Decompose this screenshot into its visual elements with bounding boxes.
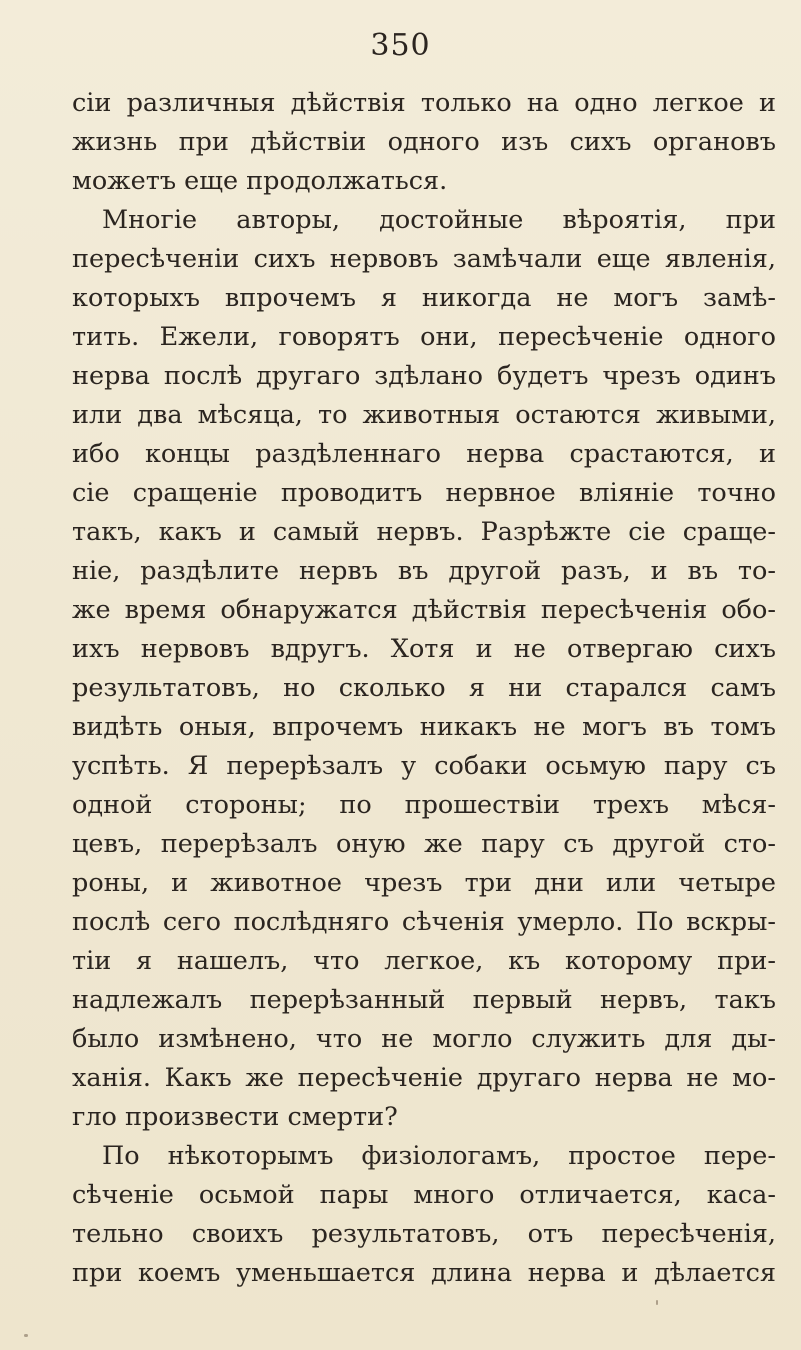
text-line: сѣченіе осьмой пары много отличается, каса- xyxy=(72,1180,776,1210)
text-line: ханія. Какъ же пересѣченіе другаго нерва не мо- xyxy=(72,1063,776,1093)
page-number: 350 xyxy=(370,28,431,63)
text-line: тіи я нашелъ, что легкое, къ которому при- xyxy=(72,946,776,976)
text-line: пересѣченіи сихъ нервовъ замѣчали еще явленія, xyxy=(72,244,776,274)
text-line: тельно своихъ результатовъ, отъ пересѣченія, xyxy=(72,1219,776,1249)
body-text xyxy=(72,84,776,1293)
text-line: одной стороны; по прошествіи трехъ мѣся- xyxy=(72,790,776,820)
text-line: цевъ, перерѣзалъ оную же пару съ другой сто- xyxy=(72,829,776,859)
text-line: нерва послѣ другаго здѣлано будетъ чрезъ одинъ xyxy=(72,361,776,391)
text-line: жизнь при дѣйствіи одного изъ сихъ органовъ xyxy=(72,127,776,157)
text-line: такъ, какъ и самый нервъ. Разрѣжте сіе сраще- xyxy=(72,517,776,547)
text-line: ихъ нервовъ вдругъ. Хотя и не отвергаю сихъ xyxy=(72,634,776,664)
text-line: ибо концы раздѣленнаго нерва срастаются, и xyxy=(72,439,776,469)
text-line: роны, и животное чрезъ три дни или четыре xyxy=(72,868,776,898)
text-line: которыхъ впрочемъ я никогда не могъ замѣ- xyxy=(72,283,776,313)
text-line: гло произвести смерти? xyxy=(72,1102,398,1132)
text-line: сіе сращеніе проводитъ нервное вліяніе точно xyxy=(72,478,776,508)
text-line: сіи различныя дѣйствія только на одно легкое и xyxy=(72,88,776,118)
text-line: надлежалъ перерѣзанный первый нервъ, такъ xyxy=(72,985,776,1015)
paragraph-start-line: По нѣкоторымъ физіологамъ, простое пере- xyxy=(102,1141,776,1171)
text-line: же время обнаружатся дѣйствія пересѣченія обо- xyxy=(72,595,776,625)
text-line: при коемъ уменьшается длина нерва и дѣлается xyxy=(72,1258,776,1288)
paper-speck xyxy=(24,1334,28,1337)
text-line: было измѣнено, что не могло служить для ды- xyxy=(72,1024,776,1054)
text-line: ніе, раздѣлите нервъ въ другой разъ, и въ то- xyxy=(72,556,776,586)
text-line: успѣть. Я перерѣзалъ у собаки осьмую пару съ xyxy=(72,751,776,781)
text-line: видѣть оныя, впрочемъ никакъ не могъ въ томъ xyxy=(72,712,776,742)
text-line: результатовъ, но сколько я ни старался самъ xyxy=(72,673,776,703)
paper-speck xyxy=(656,1300,658,1305)
text-line: или два мѣсяца, то животныя остаются живыми, xyxy=(72,400,776,430)
text-line: тить. Ежели, говорятъ они, пересѣченіе одного xyxy=(72,322,776,352)
paragraph-start-line: Многіе авторы, достойные вѣроятія, при xyxy=(102,205,776,235)
text-line: можетъ еще продолжаться. xyxy=(72,166,448,196)
text-line: послѣ сего послѣдняго сѣченія умерло. По вскры- xyxy=(72,907,776,937)
